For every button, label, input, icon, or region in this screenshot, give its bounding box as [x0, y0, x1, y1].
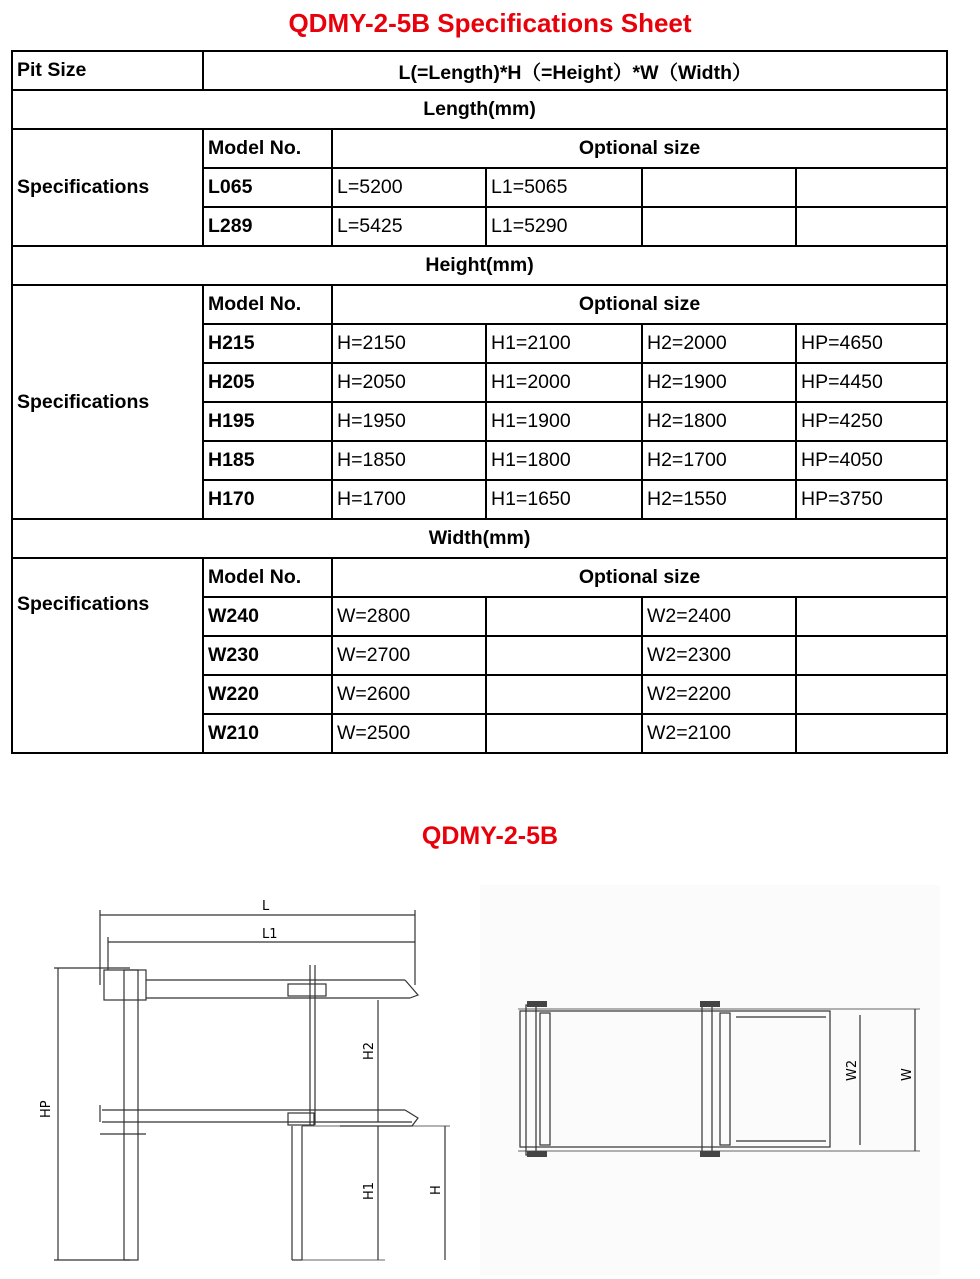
- value-cell: H2=1900: [642, 363, 796, 402]
- value-cell: W=2800: [332, 597, 486, 636]
- value-cell: [642, 168, 796, 207]
- value-cell: L=5200: [332, 168, 486, 207]
- value-cell: L1=5290: [486, 207, 642, 246]
- value-cell: [796, 597, 947, 636]
- value-cell: H1=2100: [486, 324, 642, 363]
- value-cell: HP=3750: [796, 480, 947, 519]
- value-cell: W=2600: [332, 675, 486, 714]
- model-cell: H215: [203, 324, 332, 363]
- model-cell: H205: [203, 363, 332, 402]
- optional-size-header: Optional size: [332, 558, 947, 597]
- value-cell: H2=1700: [642, 441, 796, 480]
- value-cell: [486, 714, 642, 753]
- width-title: Width(mm): [12, 519, 947, 558]
- pit-size-label: Pit Size: [12, 51, 203, 90]
- side-elevation-drawing: [39, 890, 444, 1270]
- width-header-row: [12, 558, 947, 597]
- height-section-header: [12, 246, 947, 285]
- value-cell: L1=5065: [486, 168, 642, 207]
- value-cell: W2=2200: [642, 675, 796, 714]
- value-cell: H1=2000: [486, 363, 642, 402]
- model-cell: L289: [203, 207, 332, 246]
- value-cell: H1=1650: [486, 480, 642, 519]
- width-section-header: [12, 519, 947, 558]
- value-cell: W2=2100: [642, 714, 796, 753]
- value-cell: [486, 597, 642, 636]
- value-cell: H1=1900: [486, 402, 642, 441]
- value-cell: H=1700: [332, 480, 486, 519]
- optional-size-header: Optional size: [332, 129, 947, 168]
- model-cell: W230: [203, 636, 332, 675]
- value-cell: W=2500: [332, 714, 486, 753]
- value-cell: H=2050: [332, 363, 486, 402]
- drawing-title: QDMY-2-5B: [421, 822, 559, 850]
- value-cell: W2=2300: [642, 636, 796, 675]
- value-cell: [796, 714, 947, 753]
- value-cell: [796, 636, 947, 675]
- value-cell: [486, 636, 642, 675]
- width-specifications-label: Specifications: [12, 558, 203, 753]
- value-cell: [796, 675, 947, 714]
- length-header-row: [12, 129, 947, 168]
- value-cell: [796, 207, 947, 246]
- length-section-header: [12, 90, 947, 129]
- value-cell: L=5425: [332, 207, 486, 246]
- model-cell: H185: [203, 441, 332, 480]
- length-specifications-label: Specifications: [12, 129, 203, 246]
- model-cell: W220: [203, 675, 332, 714]
- value-cell: HP=4050: [796, 441, 947, 480]
- model-cell: L065: [203, 168, 332, 207]
- specifications-table: [11, 50, 948, 754]
- value-cell: HP=4650: [796, 324, 947, 363]
- value-cell: [486, 675, 642, 714]
- dimension-label-h2: H2: [362, 1041, 377, 1060]
- value-cell: H1=1800: [486, 441, 642, 480]
- value-cell: H=1850: [332, 441, 486, 480]
- height-specifications-label: Specifications: [12, 285, 203, 519]
- height-title: Height(mm): [12, 246, 947, 285]
- value-cell: [796, 168, 947, 207]
- model-cell: W210: [203, 714, 332, 753]
- dimension-label-h1: H1: [362, 1181, 377, 1200]
- value-cell: H2=2000: [642, 324, 796, 363]
- height-header-row: [12, 285, 947, 324]
- dimension-label-l: L: [262, 899, 270, 914]
- model-no-header: Model No.: [203, 285, 332, 324]
- value-cell: H2=1550: [642, 480, 796, 519]
- value-cell: [642, 207, 796, 246]
- dimension-label-w: W: [900, 1068, 915, 1081]
- pit-size-formula: L(=Length)*H（=Height）*W（Width）: [203, 51, 947, 90]
- value-cell: H2=1800: [642, 402, 796, 441]
- dimension-label-w2: W2: [845, 1059, 860, 1081]
- top-view-drawing: [480, 885, 940, 1275]
- model-no-header: Model No.: [203, 129, 332, 168]
- model-cell: H170: [203, 480, 332, 519]
- sheet-title: QDMY-2-5B Specifications Sheet: [288, 8, 692, 38]
- value-cell: H=1950: [332, 402, 486, 441]
- model-cell: H195: [203, 402, 332, 441]
- dimension-label-h: H: [429, 1185, 444, 1195]
- value-cell: HP=4450: [796, 363, 947, 402]
- model-cell: W240: [203, 597, 332, 636]
- length-title: Length(mm): [12, 90, 947, 129]
- value-cell: H=2150: [332, 324, 486, 363]
- value-cell: W2=2400: [642, 597, 796, 636]
- optional-size-header: Optional size: [332, 285, 947, 324]
- pit-size-row: [12, 51, 947, 90]
- value-cell: W=2700: [332, 636, 486, 675]
- model-no-header: Model No.: [203, 558, 332, 597]
- dimension-label-hp: HP: [39, 1100, 54, 1118]
- dimension-label-l1: L1: [262, 927, 278, 942]
- value-cell: HP=4250: [796, 402, 947, 441]
